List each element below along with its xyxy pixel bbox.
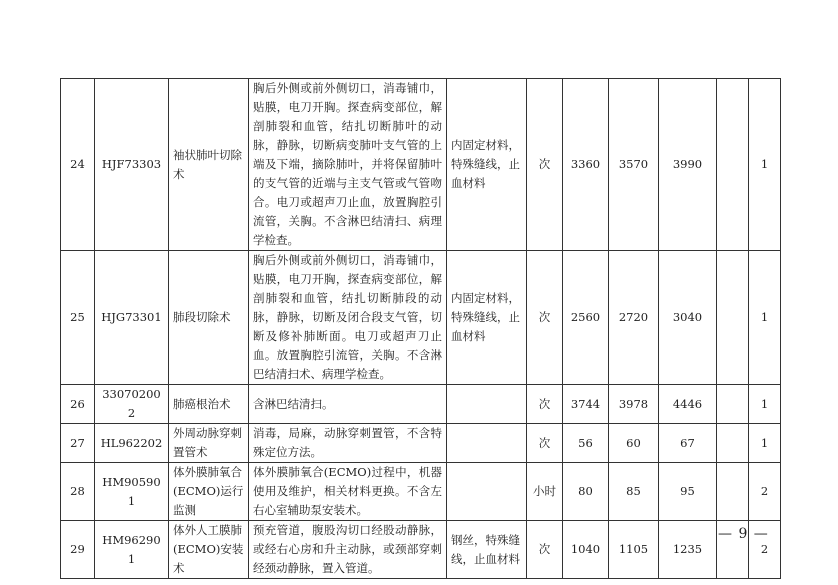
item-code: 330702002 bbox=[95, 385, 169, 424]
table-row bbox=[61, 521, 781, 579]
price-tier-2: 1105 bbox=[609, 521, 659, 579]
price-tier-3: 3040 bbox=[659, 251, 717, 385]
item-code: HM905901 bbox=[95, 463, 169, 521]
item-description: 体外膜肺氧合(ECMO)过程中，机器使用及维护，相关材料更换。不含左右心室辅助泵安装术。 bbox=[249, 463, 447, 521]
category-cell: 1 bbox=[749, 251, 781, 385]
price-tier-3: 3990 bbox=[659, 79, 717, 251]
note-cell bbox=[717, 251, 749, 385]
item-name: 体外膜肺氧合(ECMO)运行监测 bbox=[169, 463, 249, 521]
excluded-materials bbox=[447, 463, 527, 521]
price-tier-2: 60 bbox=[609, 424, 659, 463]
table-row bbox=[61, 79, 781, 251]
fee-table bbox=[60, 78, 781, 579]
price-tier-1: 1040 bbox=[563, 521, 609, 579]
price-tier-3: 67 bbox=[659, 424, 717, 463]
item-code: HL962202 bbox=[95, 424, 169, 463]
note-cell bbox=[717, 79, 749, 251]
category-cell: 2 bbox=[749, 463, 781, 521]
row-number: 28 bbox=[61, 463, 95, 521]
item-name: 体外人工膜肺(ECMO)安装术 bbox=[169, 521, 249, 579]
excluded-materials bbox=[447, 385, 527, 424]
price-tier-2: 3570 bbox=[609, 79, 659, 251]
price-tier-2: 85 bbox=[609, 463, 659, 521]
note-cell bbox=[717, 424, 749, 463]
price-tier-1: 80 bbox=[563, 463, 609, 521]
table-row bbox=[61, 463, 781, 521]
item-code: HJG73301 bbox=[95, 251, 169, 385]
price-tier-3: 4446 bbox=[659, 385, 717, 424]
category-cell: 1 bbox=[749, 79, 781, 251]
row-number: 29 bbox=[61, 521, 95, 579]
price-tier-1: 3360 bbox=[563, 79, 609, 251]
item-name: 外周动脉穿刺置管术 bbox=[169, 424, 249, 463]
table-row bbox=[61, 251, 781, 385]
pricing-unit: 次 bbox=[527, 385, 563, 424]
item-code: HJF73303 bbox=[95, 79, 169, 251]
price-tier-2: 2720 bbox=[609, 251, 659, 385]
item-description: 胸后外侧或前外侧切口，消毒铺巾，贴膜，电刀开胸。探查病变部位，解剖肺裂和血管，结扎切断肺叶的动脉，静脉，切断病变肺叶支气管的上端及下端，摘除肺叶，并将保留肺叶的支气管的近端与主支气管或气管吻合。电刀或超声刀止血，放置胸腔引流管，关胸。不含淋巴结清扫、病理学检查。 bbox=[249, 79, 447, 251]
note-cell bbox=[717, 463, 749, 521]
price-tier-1: 3744 bbox=[563, 385, 609, 424]
item-code: HM962901 bbox=[95, 521, 169, 579]
price-tier-1: 2560 bbox=[563, 251, 609, 385]
note-cell bbox=[717, 385, 749, 424]
row-number: 24 bbox=[61, 79, 95, 251]
fee-table-body bbox=[61, 79, 781, 579]
item-name: 肺段切除术 bbox=[169, 251, 249, 385]
pricing-unit: 次 bbox=[527, 79, 563, 251]
row-number: 26 bbox=[61, 385, 95, 424]
item-name: 肺癌根治术 bbox=[169, 385, 249, 424]
price-tier-3: 1235 bbox=[659, 521, 717, 579]
row-number: 25 bbox=[61, 251, 95, 385]
pricing-unit: 次 bbox=[527, 251, 563, 385]
row-number: 27 bbox=[61, 424, 95, 463]
fee-table-container bbox=[60, 78, 780, 579]
category-cell: 2 bbox=[749, 521, 781, 579]
item-description: 预充管道，腹股沟切口经股动静脉，或经右心房和升主动脉，或颈部穿刺经颈动静脉，置入管道。 bbox=[249, 521, 447, 579]
table-row bbox=[61, 385, 781, 424]
pricing-unit: 次 bbox=[527, 424, 563, 463]
page-number: — 9 — bbox=[718, 526, 769, 542]
pricing-unit: 小时 bbox=[527, 463, 563, 521]
price-tier-1: 56 bbox=[563, 424, 609, 463]
table-row bbox=[61, 424, 781, 463]
pricing-unit: 次 bbox=[527, 521, 563, 579]
category-cell: 1 bbox=[749, 424, 781, 463]
excluded-materials: 内固定材料，特殊缝线，止血材料 bbox=[447, 79, 527, 251]
category-cell: 1 bbox=[749, 385, 781, 424]
price-tier-2: 3978 bbox=[609, 385, 659, 424]
price-tier-3: 95 bbox=[659, 463, 717, 521]
excluded-materials: 钢丝，特殊缝线，止血材料 bbox=[447, 521, 527, 579]
item-description: 消毒，局麻，动脉穿刺置管，不含特殊定位方法。 bbox=[249, 424, 447, 463]
item-name: 袖状肺叶切除术 bbox=[169, 79, 249, 251]
item-description: 胸后外侧或前外侧切口，消毒铺巾，贴膜，电刀开胸，探查病变部位，解剖肺裂和血管，结扎切断肺段的动脉，静脉，切断及闭合段支气管，切断及修补肺断面。电刀或超声刀止血。放置胸腔引流管，关胸。不含淋巴结清扫术、病理学检查。 bbox=[249, 251, 447, 385]
item-description: 含淋巴结清扫。 bbox=[249, 385, 447, 424]
excluded-materials: 内固定材料，特殊缝线，止血材料 bbox=[447, 251, 527, 385]
excluded-materials bbox=[447, 424, 527, 463]
